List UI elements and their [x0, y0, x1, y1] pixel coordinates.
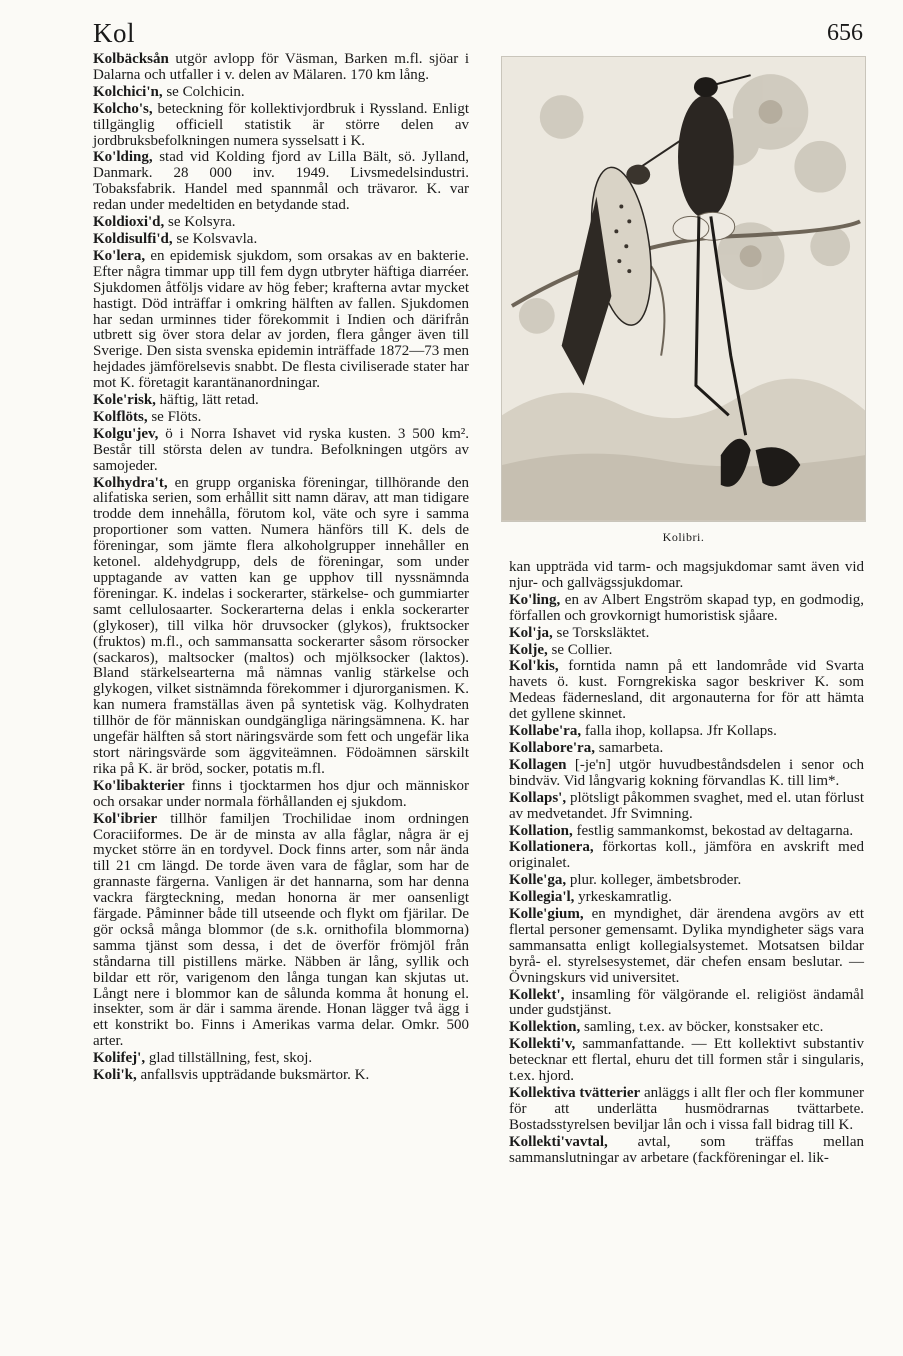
dictionary-entry	[509, 626, 864, 642]
entry-headword: Koldisulfi'd,	[93, 230, 173, 247]
entry-definition: yrkeskamratlig.	[574, 889, 672, 906]
entry-definition: en myndighet, där ärendena avgörs av ett flertal personer gemensamt. Dylika myndigheter sägs vara sammansatta enligt kollegialsystemet. Motsatsen bildar byrå- el. styrelsesystemet, där chefen ensam beslutar. — Övningskurs vid universitet.	[509, 906, 864, 986]
entry-definition: se Kolsyra.	[164, 214, 236, 231]
entry-definition: avtal, som träffas mellan sammanslutningar av arbetare (fackföreningar el. lik-	[509, 1133, 864, 1166]
dictionary-entry	[509, 840, 864, 872]
dictionary-entry	[509, 907, 864, 987]
entry-headword: Kolifej',	[93, 1050, 146, 1067]
dictionary-entry	[509, 1135, 864, 1167]
entry-headword: Kolbäcksån	[93, 51, 169, 67]
entry-headword: Kollegia'l,	[509, 889, 575, 906]
entry-headword: Kolcho's,	[93, 100, 153, 117]
entry-headword: Kollektion,	[509, 1019, 581, 1036]
entry-definition: se Kolsvavla.	[172, 230, 258, 247]
entry-headword: Kol'ja,	[509, 624, 553, 641]
dictionary-entry	[93, 812, 469, 1051]
page-number: 656	[827, 20, 863, 46]
dictionary-entry	[509, 593, 864, 625]
entry-definition: en grupp organiska föreningar, tillhörande den alifatiska serien, som erhållit sitt namn därav, att man tidigare trodde dem innehålla, förutom kol, väte och syre i samma proportioner som vatten. Numera hänförs till K. dels de föreningar, som jämte flera alkoholgrupper innehåller en ketonel. aldehydgrupp, dels de föreningar, som under upptagande av vatten kan ge upphov till nyssnämnda föreningar. K. indelas i sockerarter, stärkelse- och gummiarter samt cellulosaarter. Sockerarterna delas i enkla sockerarter (glykoser), till vilka hör druvsocker (glykos), fruktsocker (fruktos) m.fl., och sammansatta sockerarter såsom rörsocker (sackaros), maltsocker (maltos) och mjölksocker (laktos). Bland stärkelsearterna må nämnas vanlig stärkelse och glykogen, vilket sistnämnda förekommer i djurorganismen. K. kan numera framställas även på syntetisk väg. Kolhydraten tillhör de för människan oundgängliga näringsämnena. K. har ungefär hälften så stort näringsvärde som fett och ungefär lika stort näringsvärde som äggviteämnen. Födoämnen särskilt rika på K. är bröd, socker, potatis m.fl.	[93, 474, 469, 777]
dictionary-entry	[93, 102, 469, 150]
dictionary-entry	[93, 232, 469, 248]
dictionary-entry	[509, 1086, 864, 1134]
entry-definition: en epidemisk sjukdom, som orsakas av en bakterie. Efter några timmar upp till fem dygn utbryter häftiga diarréer. Sjukdomen åtföljs vidare av hög feber; krafterna avtar mycket hastigt. Död inträffar i omkring hälften av fallen. Sjukdomen har sedan urminnes tider förekommit i Indien och därifrån utbrett sig över stora delar av jorden, flera gånger även till Sverige. Den sista svenska epidemin inträffade 1872—73 men hejdades jämförelsevis snabbt. De flesta civiliserade stater har mot K. företagit karantänanordningar.	[93, 247, 469, 392]
entry-headword: Kollaps',	[509, 789, 567, 806]
figure	[501, 56, 866, 550]
entry-headword: Kollekt',	[509, 986, 565, 1003]
entry-definition: festlig sammankomst, bekostad av deltagarna.	[572, 822, 854, 839]
entry-headword: Kollation,	[509, 822, 573, 839]
entry-headword: Kolle'gium,	[509, 906, 584, 923]
entry-headword: Kollektiva tvätterier	[509, 1085, 641, 1101]
entry-definition: insamling för välgörande el. religiöst ändamål under gudstjänst.	[509, 986, 864, 1019]
dictionary-entry	[509, 988, 864, 1020]
dictionary-entry	[509, 1037, 864, 1085]
dictionary-entry	[93, 1068, 469, 1084]
dictionary-entry	[93, 1051, 469, 1067]
left-column	[93, 52, 469, 1085]
dictionary-entry	[93, 215, 469, 231]
dictionary-entry	[509, 724, 864, 740]
dictionary-entry	[93, 393, 469, 409]
entry-definition: se Colchicin.	[162, 83, 245, 100]
entry-definition: se Torsksläktet.	[552, 624, 650, 641]
entry-definition: glad tillställning, fest, skoj.	[145, 1050, 313, 1067]
entry-headword: Kollationera,	[509, 839, 594, 856]
hummingbird-illustration	[501, 56, 866, 522]
entry-headword: Kolle'ga,	[509, 872, 567, 889]
entry-definition: se Flöts.	[147, 408, 202, 425]
dictionary-entry	[93, 249, 469, 392]
right-column	[509, 560, 864, 1168]
entry-definition: forntida namn på ett landområde vid Svarta havets ö. kust. Forngrekiska sagor beskriver K. som Medeas fädernesland, dit argonauterna for för att hämta det gyllene skinnet.	[509, 658, 864, 723]
entry-headword: Kollekti'v,	[509, 1036, 576, 1053]
entry-headword: Kol'ibrier	[93, 810, 158, 827]
dictionary-entry	[509, 1020, 864, 1036]
dictionary-entry	[509, 643, 864, 659]
entry-definition: falla ihop, kollapsa. Jfr Kollaps.	[581, 723, 777, 740]
dictionary-entry	[509, 758, 864, 790]
dictionary-entry	[509, 873, 864, 889]
entry-definition: samling, t.ex. av böcker, konstsaker etc.	[580, 1019, 824, 1036]
entry-definition: [-je'n] utgör huvudbeståndsdelen i senor och bindväv. Vid långvarig kokning förvandlas K. till lim*.	[509, 756, 864, 789]
dictionary-entry	[509, 741, 864, 757]
entry-definition: plur. kolleger, ämbetsbroder.	[566, 872, 742, 889]
entry-definition: förkortas koll., jämföra en avskrift med originalet.	[509, 839, 864, 872]
dictionary-entry	[509, 890, 864, 906]
entry-headword: Koli'k,	[93, 1067, 137, 1084]
entry-definition: tillhör familjen Trochilidae inom ordningen Coraciiformes. De är de minsta av alla fåglar, några är ej mycket större än en tordyvel. Dock finns arter, som når ända till 21 cm längd. De torde även vara de fåglar, som har de grannaste färgerna. Vanligen är det hannarna, som har denna vackra färgteckning, medan honorna är mer oansenligt färgade. Påminner både till utseende och flykt om fjärilar. De gör också många blommor (de s.k. ornithofila blommorna) samma tjänst som dessa, i det de överför frömjöl från ståndarna till pistillens märke. Näbben är lång, syllik och bildar ett rör, varigenom den långa tungan kan skjutas ut. Långt nere i blommor kan de sålunda komma åt honung el. insekter, som är där i samma ärende. Honan lägger två ägg i ett konstrikt bo. Finns i Amerikas varma delar. Omkr. 500 arter.	[93, 810, 469, 1050]
entry-headword: Koldioxi'd,	[93, 214, 165, 231]
dictionary-entry	[93, 52, 469, 84]
dictionary-entry	[93, 85, 469, 101]
entry-headword: Kolchici'n,	[93, 83, 163, 100]
entry-definition: en av Albert Engström skapad typ, en godmodig, förfallen och grovkornigt humoristisk sjåare.	[509, 591, 864, 624]
entry-definition: se Collier.	[547, 641, 613, 658]
entry-definition: finns i tjocktarmen hos djur och människor och orsakar under normala förhållanden ej sjukdom.	[93, 777, 469, 810]
entry-definition: häftig, lätt retad.	[155, 392, 259, 409]
entry-headword: Kollagen	[509, 756, 567, 773]
entry-definition: samarbeta.	[594, 739, 664, 756]
dictionary-entry	[509, 824, 864, 840]
entry-headword: Kollabore'ra,	[509, 739, 595, 756]
entry-headword: Kolhydra't,	[93, 474, 168, 491]
dictionary-entry	[509, 659, 864, 723]
dictionary-entry	[509, 560, 864, 592]
entry-definition: anläggs i allt fler och fler kommuner för att underlätta husmödrarnas tvättarbete. Bostadsstyrelsen beviljar lån och i vissa fall bidrag till K.	[509, 1085, 864, 1133]
dictionary-entry	[93, 410, 469, 426]
dictionary-entry	[93, 427, 469, 475]
entry-headword: Kol'kis,	[509, 658, 559, 675]
entry-headword: Kollekti'vavtal,	[509, 1133, 608, 1150]
entry-definition: anfallsvis uppträdande buksmärtor. K.	[136, 1067, 370, 1084]
entry-definition: beteckning för kollektivjordbruk i Ryssland. Enligt tillgänglig officiell statistik är större delen av jordbruksbefolkningen numera sysselsatt i K.	[93, 100, 469, 149]
entry-headword: Kole'risk,	[93, 392, 156, 409]
dictionary-entry	[93, 779, 469, 811]
dictionary-entry	[93, 150, 469, 214]
entry-headword: Kollabe'ra,	[509, 723, 582, 740]
entry-headword: Kolje,	[509, 641, 548, 658]
entry-headword: Ko'lera,	[93, 247, 146, 264]
dictionary-entry	[93, 476, 469, 778]
entry-headword: Kolflöts,	[93, 408, 148, 425]
entry-headword: Ko'ling,	[509, 591, 561, 608]
entry-definition: stad vid Kolding fjord av Lilla Bält, sö. Jylland, Danmark. 28 000 inv. 1949. Livsmedelsindustri. Tobaksfabrik. Handel med spannmål och trävaror. K. var redan under medeltiden en betydande stad.	[93, 149, 469, 214]
entry-definition: utgör avlopp för Väsman, Barken m.fl. sjöar i Dalarna och utfaller i v. delen av Mälaren. 170 km lång.	[93, 51, 469, 83]
entry-definition: plötsligt påkommen svaghet, med el. utan förlust av medvetandet. Jfr Svimning.	[509, 789, 864, 822]
entry-headword: Ko'lding,	[93, 149, 153, 166]
entry-definition: kan uppträda vid tarm- och magsjukdomar samt även vid njur- och gallvägssjukdomar.	[509, 559, 864, 591]
dictionary-entry	[509, 791, 864, 823]
entry-definition: sammanfattande. — Ett kollektivt substantiv betecknar ett flertal, ehuru det till formen står i singularis, t.ex. hjord.	[509, 1036, 864, 1085]
entry-definition: ö i Norra Ishavet vid ryska kusten. 3 500 km². Består till största delen av tundra. Befolkningen utgörs av samojeder.	[93, 425, 469, 474]
entry-headword: Kolgu'jev,	[93, 425, 159, 442]
entry-headword: Ko'libakterier	[93, 777, 185, 794]
figure-caption: Kolibri.	[662, 530, 705, 544]
running-head-word: Kol	[93, 18, 135, 48]
